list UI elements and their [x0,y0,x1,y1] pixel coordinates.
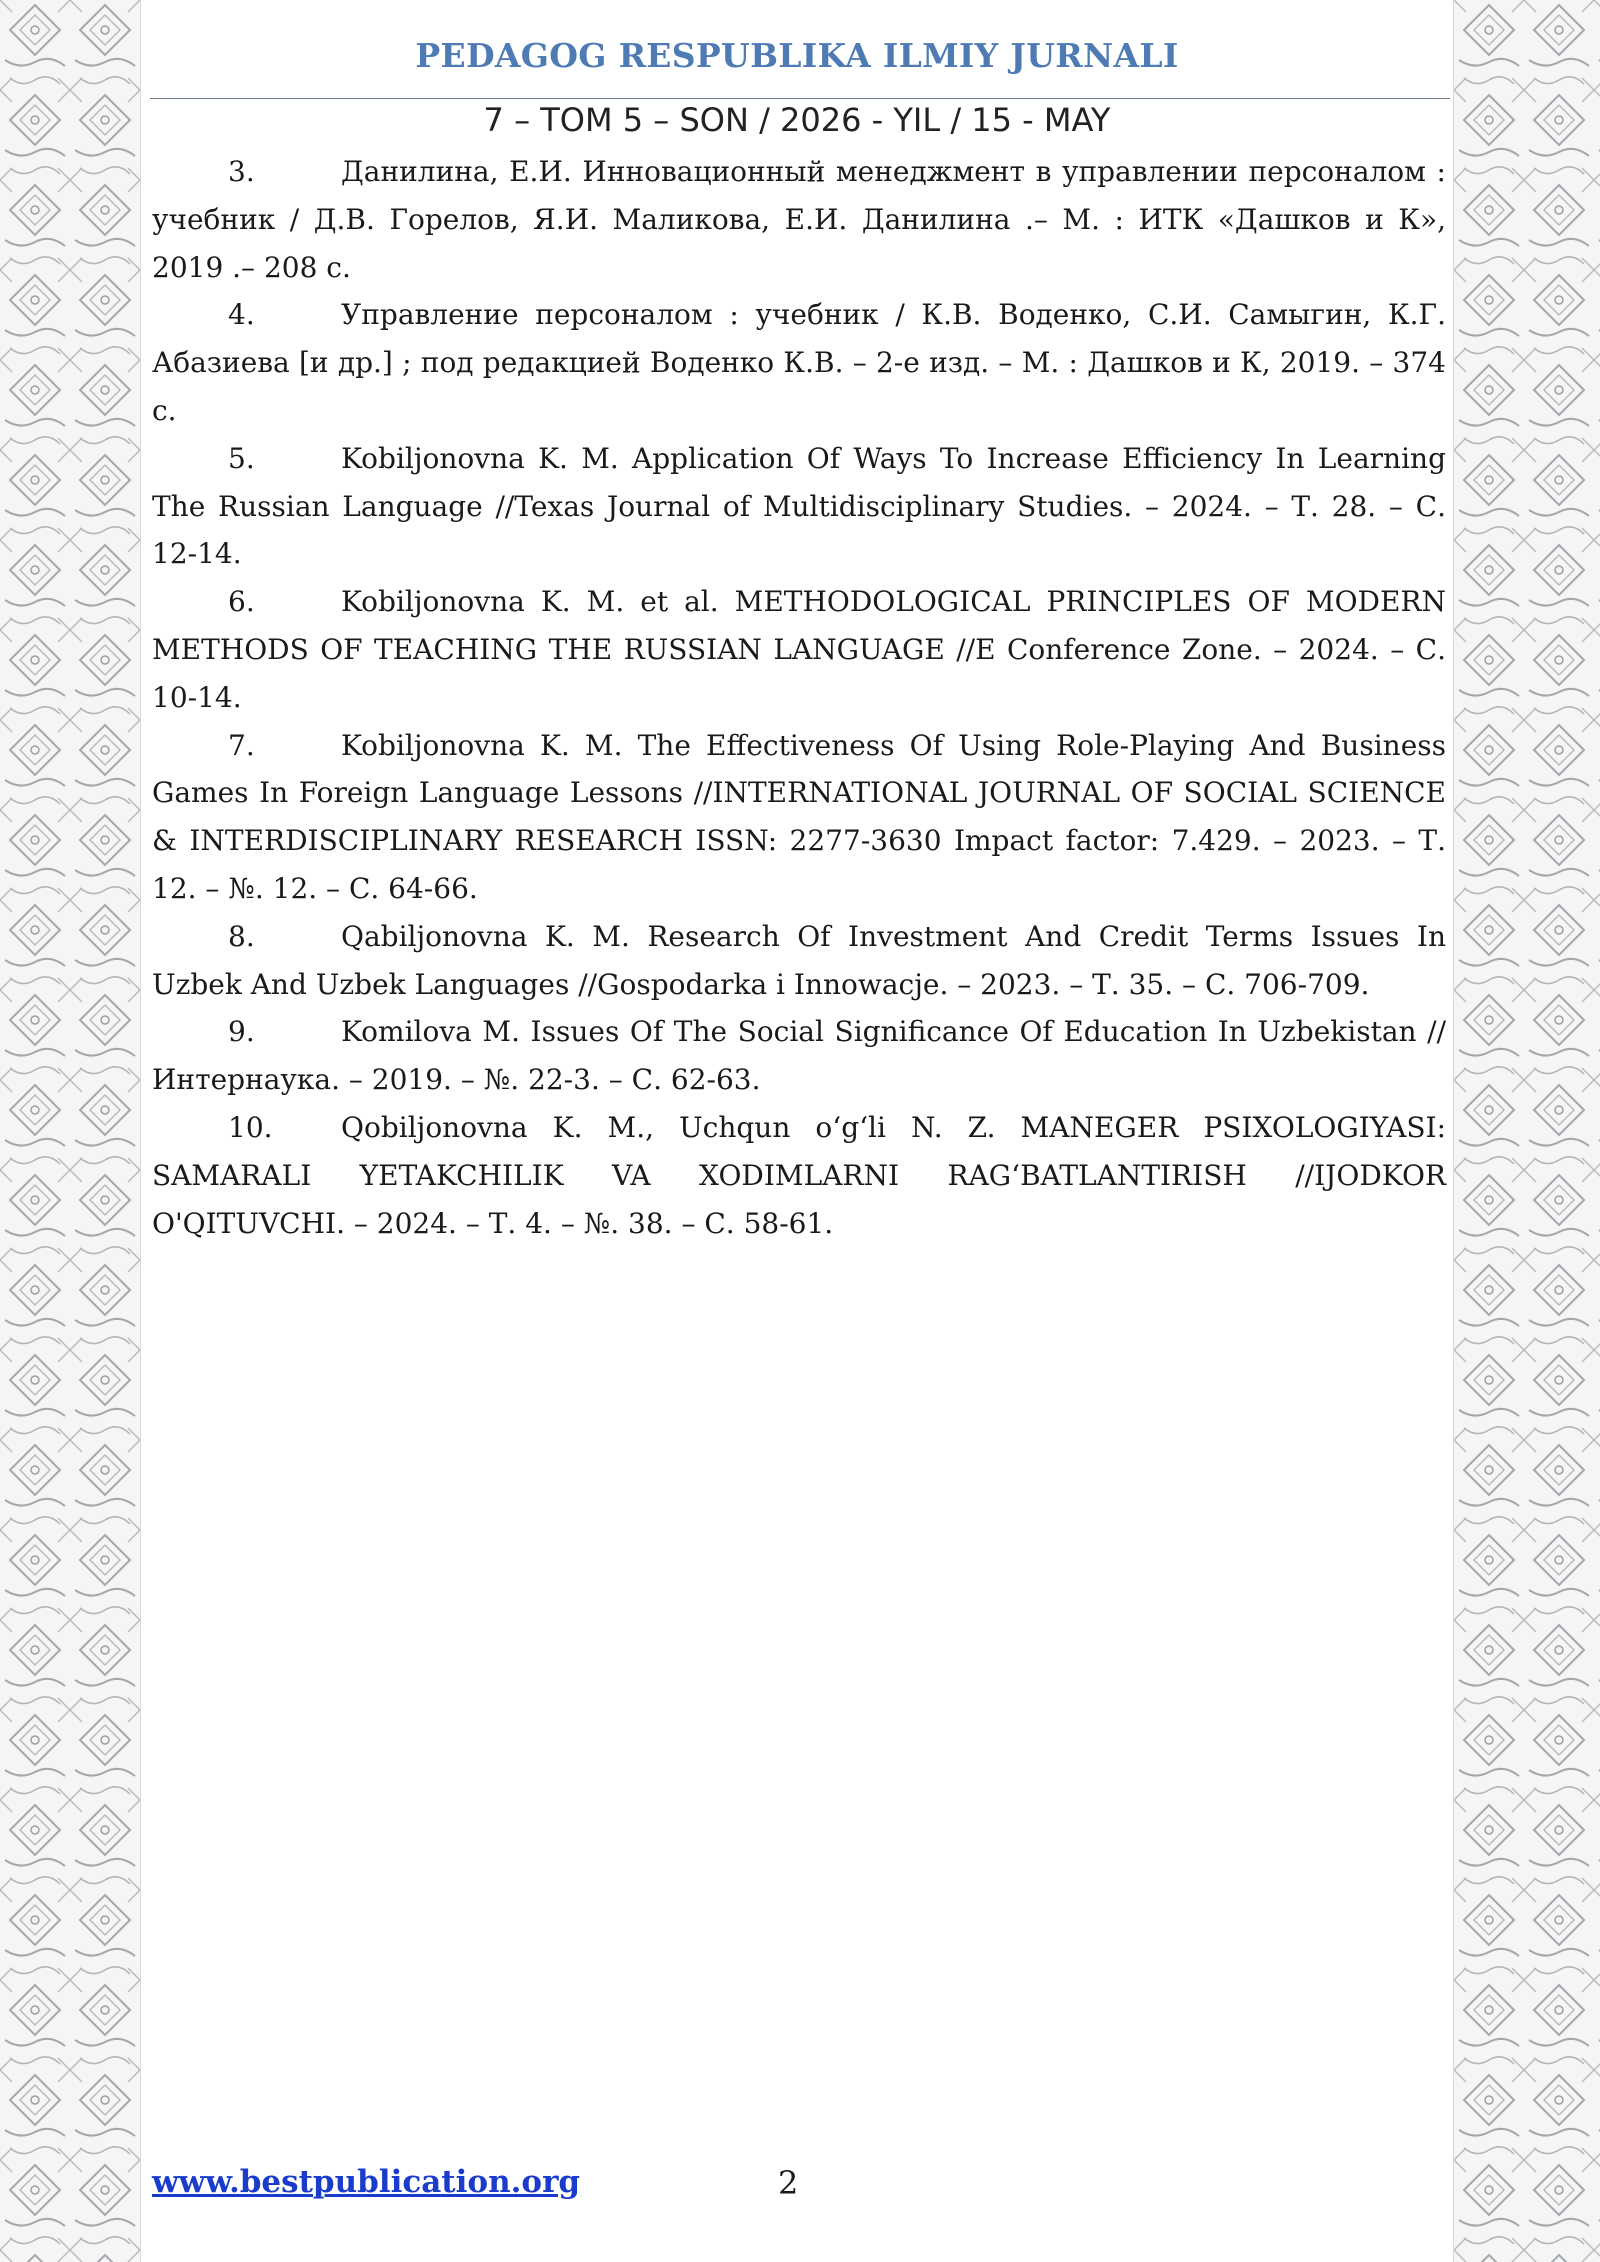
reference-item [152,1008,1446,1104]
issue-info: 7 – TOM 5 – SON / 2026 - YIL / 15 - MAY [483,101,1111,139]
header-divider [150,98,1450,99]
reference-list [152,148,1446,1247]
reference-text: Kobiljonovna K. M. Application Of Ways To Increase Efficiency In Learning The Russian Language //Texas Journal of Multidisciplinary Studies. – 2024. – Т. 28. – С. 12-14. [152,441,1446,571]
reference-number: 10. [228,1110,273,1144]
reference-item [152,291,1446,434]
reference-item [152,722,1446,913]
ornament-pattern-icon [1454,0,1600,2262]
reference-text: Qobiljonovna K. M., Uchqun o‘g‘li N. Z. MANEGER PSIXOLOGIYASI: SAMARALI YETAKCHILIK VA XODIMLARNI RAG‘BATLANTIRISH //IJODKOR O'QITUVCHI. – 2024. – Т. 4. – №. 38. – С. 58-61. [152,1110,1446,1240]
reference-text: Kobiljonovna K. M. et al. METHODOLOGICAL PRINCIPLES OF MODERN METHODS OF TEACHING THE RUSSIAN LANGUAGE //E Conference Zone. – 2024. – С. 10-14. [152,585,1446,714]
ornament-pattern-icon [0,0,140,2262]
ornamental-border-left [0,0,141,2262]
reference-number: 5. [228,441,255,475]
reference-item [152,578,1446,721]
reference-text: Kobiljonovna K. M. The Effectiveness Of Using Role-Playing And Business Games In Foreign Language Lessons //INTERNATIONAL JOURNAL OF SOCIAL SCIENCE & INTERDISCIPLINARY RESEARCH ISSN: 2277-3630 Impact factor: 7.429. – 2023. – Т. 12. – №. 12. – С. 64-66. [152,728,1446,905]
reference-number: 9. [228,1015,255,1049]
journal-title: PEDAGOG RESPUBLIKA ILMIY JURNALI [415,36,1179,75]
reference-text: Управление персоналом : учебник / К.В. Воденко, С.И. Самыгин, К.Г. Абазиева [и др.] ; под редакцией Воденко К.В. – 2-е изд. – М. : Дашков и К, 2019. – 374 с. [152,298,1446,427]
reference-item [152,1104,1446,1247]
reference-number: 7. [228,728,255,762]
reference-item [152,148,1446,291]
reference-item [152,435,1446,578]
reference-number: 8. [228,919,255,953]
reference-text: Данилина, Е.И. Инновационный менеджмент в управлении персоналом : учебник / Д.В. Горелов, Я.И. Маликова, Е.И. Данилина .– М. : ИТК «Дашков и К», 2019 .– 208 с. [152,155,1446,284]
reference-text: Qabiljonovna K. M. Research Of Investment And Credit Terms Issues In Uzbek And Uzbek Languages //Gospodarka i Innowacje. – 2023. – Т. 35. – С. 706-709. [152,919,1446,1001]
reference-item [152,913,1446,1009]
ornamental-border-right [1453,0,1600,2262]
reference-number: 3. [228,155,255,188]
reference-number: 4. [228,298,255,332]
page-number: 2 [778,2164,799,2202]
website-link[interactable]: www.bestpublication.org [152,2164,581,2200]
reference-number: 6. [228,585,255,619]
reference-text: Komilova M. Issues Of The Social Significance Of Education In Uzbekistan //Интернаука. – 2019. – №. 22-3. – С. 62-63. [152,1015,1446,1097]
